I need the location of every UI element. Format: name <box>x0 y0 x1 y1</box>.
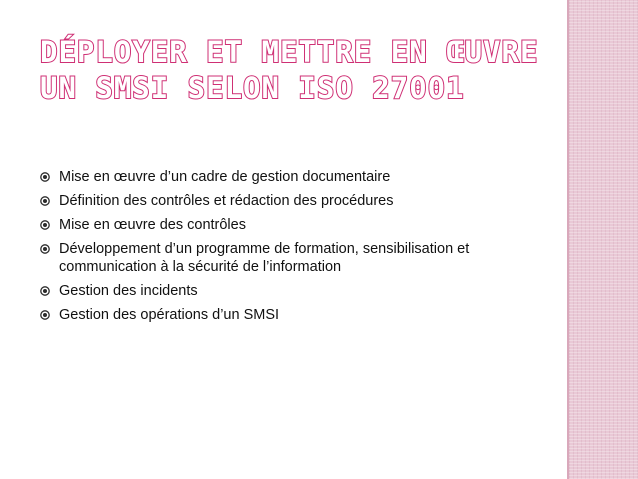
list-item-text: Mise en œuvre des contrôles <box>59 217 246 233</box>
list-item <box>40 282 540 300</box>
circle-dot-icon <box>40 220 50 230</box>
circle-dot-icon <box>40 196 50 206</box>
slide-title-line-1: DÉPLOYER ET METTRE EN ŒUVRE <box>40 35 539 69</box>
list-item-text: Mise en œuvre d’un cadre de gestion documentaire <box>59 169 391 185</box>
list-item <box>40 306 540 324</box>
circle-dot-icon <box>40 244 50 254</box>
circle-dot-icon <box>40 172 50 182</box>
circle-dot-icon <box>40 286 50 296</box>
list-item-text: Gestion des incidents <box>59 283 198 299</box>
list-item <box>40 168 540 186</box>
bullet-list <box>40 168 540 330</box>
decorative-side-band <box>569 0 638 479</box>
circle-dot-icon <box>40 310 50 320</box>
list-item <box>40 240 540 276</box>
slide-title <box>40 34 560 106</box>
list-item-text: Développement d’un programme de formation, sensibilisation et communication à la sécurité de l’information <box>59 241 470 275</box>
list-item <box>40 192 540 210</box>
slide-title-line-2: UN SMSI SELON ISO 27001 <box>40 71 465 105</box>
list-item-text: Définition des contrôles et rédaction des procédures <box>59 193 394 209</box>
list-item <box>40 216 540 234</box>
list-item-text: Gestion des opérations d’un SMSI <box>59 307 280 323</box>
